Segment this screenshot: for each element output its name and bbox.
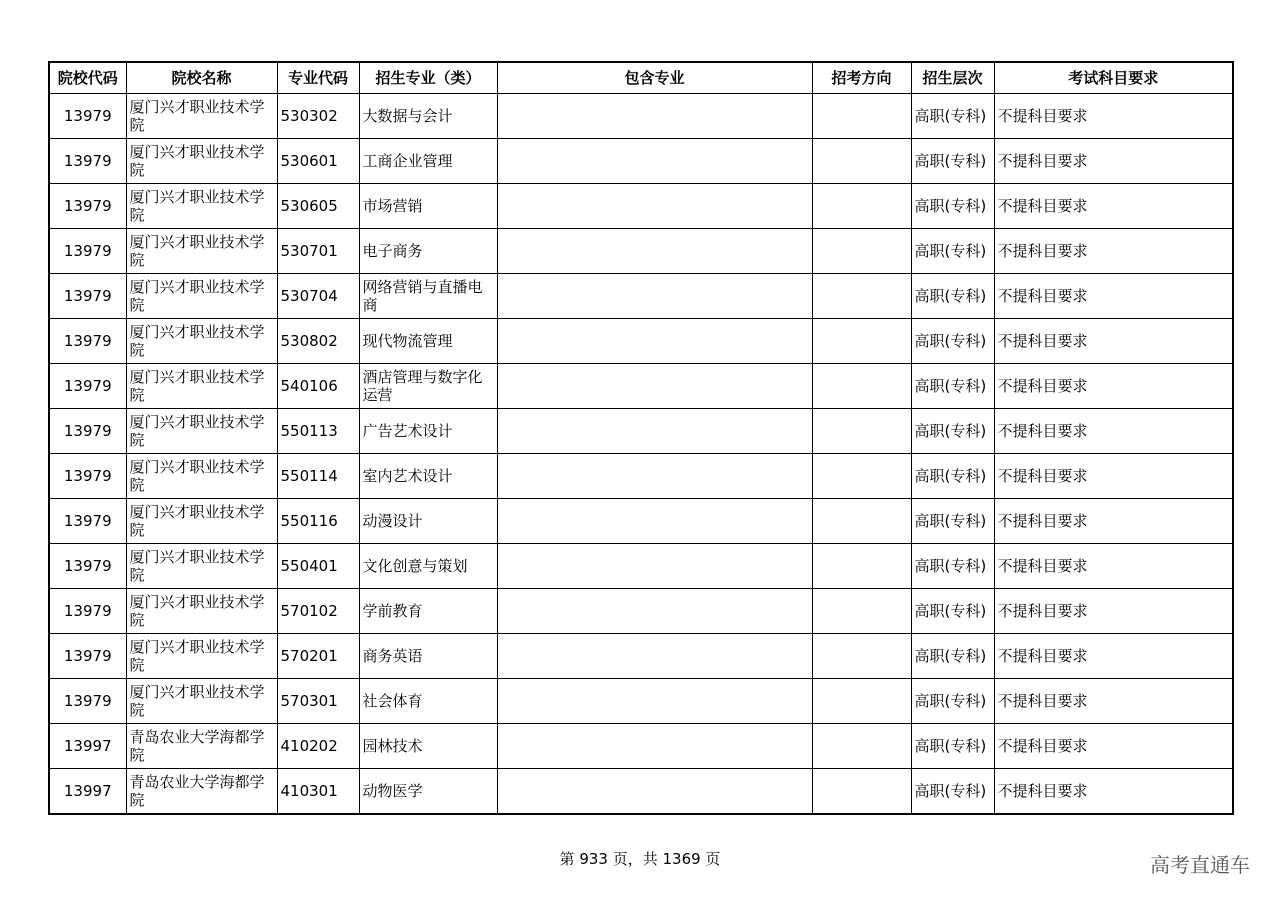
cell-direction <box>812 769 911 815</box>
cell-direction <box>812 499 911 544</box>
cell-included-majors <box>497 544 812 589</box>
cell-requirement: 不提科目要求 <box>994 409 1233 454</box>
cell-school-name: 厦门兴才职业技术学院 <box>126 94 277 139</box>
cell-direction <box>812 94 911 139</box>
cell-major: 园林技术 <box>359 724 497 769</box>
cell-school-code: 13979 <box>49 589 126 634</box>
cell-level: 高职(专科) <box>911 769 994 815</box>
cell-school-name: 青岛农业大学海都学院 <box>126 724 277 769</box>
cell-level: 高职(专科) <box>911 544 994 589</box>
cell-major: 学前教育 <box>359 589 497 634</box>
cell-major-code: 570301 <box>277 679 359 724</box>
watermark: 高考直通车 <box>1150 853 1250 877</box>
cell-major: 广告艺术设计 <box>359 409 497 454</box>
cell-school-code: 13979 <box>49 274 126 319</box>
header-school-name: 院校名称 <box>126 62 277 94</box>
cell-major: 商务英语 <box>359 634 497 679</box>
cell-major: 室内艺术设计 <box>359 454 497 499</box>
table-row <box>49 184 1233 229</box>
cell-school-code: 13997 <box>49 769 126 815</box>
page-number: 第 933 页，共 1369 页 <box>559 850 721 868</box>
table-row <box>49 634 1233 679</box>
cell-school-name: 厦门兴才职业技术学院 <box>126 364 277 409</box>
cell-school-name: 厦门兴才职业技术学院 <box>126 499 277 544</box>
cell-major-code: 530601 <box>277 139 359 184</box>
cell-included-majors <box>497 769 812 815</box>
table-row <box>49 589 1233 634</box>
cell-requirement: 不提科目要求 <box>994 139 1233 184</box>
cell-direction <box>812 724 911 769</box>
cell-major: 文化创意与策划 <box>359 544 497 589</box>
cell-requirement: 不提科目要求 <box>994 544 1233 589</box>
cell-school-name: 厦门兴才职业技术学院 <box>126 184 277 229</box>
cell-major: 网络营销与直播电商 <box>359 274 497 319</box>
cell-school-name: 厦门兴才职业技术学院 <box>126 274 277 319</box>
cell-level: 高职(专科) <box>911 94 994 139</box>
cell-requirement: 不提科目要求 <box>994 454 1233 499</box>
cell-major-code: 530302 <box>277 94 359 139</box>
cell-direction <box>812 589 911 634</box>
cell-school-name: 厦门兴才职业技术学院 <box>126 544 277 589</box>
cell-included-majors <box>497 499 812 544</box>
table-row <box>49 139 1233 184</box>
cell-requirement: 不提科目要求 <box>994 769 1233 815</box>
header-major-code: 专业代码 <box>277 62 359 94</box>
cell-major: 现代物流管理 <box>359 319 497 364</box>
cell-included-majors <box>497 184 812 229</box>
cell-major: 动漫设计 <box>359 499 497 544</box>
cell-major: 大数据与会计 <box>359 94 497 139</box>
cell-requirement: 不提科目要求 <box>994 724 1233 769</box>
cell-requirement: 不提科目要求 <box>994 319 1233 364</box>
header-included-majors: 包含专业 <box>497 62 812 94</box>
cell-major: 电子商务 <box>359 229 497 274</box>
cell-major-code: 550114 <box>277 454 359 499</box>
table-row <box>49 274 1233 319</box>
cell-major-code: 410202 <box>277 724 359 769</box>
cell-school-name: 厦门兴才职业技术学院 <box>126 454 277 499</box>
cell-direction <box>812 634 911 679</box>
cell-included-majors <box>497 364 812 409</box>
cell-school-code: 13979 <box>49 229 126 274</box>
cell-major-code: 410301 <box>277 769 359 815</box>
cell-requirement: 不提科目要求 <box>994 589 1233 634</box>
cell-included-majors <box>497 229 812 274</box>
cell-major-code: 570102 <box>277 589 359 634</box>
cell-major: 工商企业管理 <box>359 139 497 184</box>
cell-included-majors <box>497 589 812 634</box>
table-row <box>49 229 1233 274</box>
cell-requirement: 不提科目要求 <box>994 274 1233 319</box>
cell-school-name: 厦门兴才职业技术学院 <box>126 229 277 274</box>
cell-requirement: 不提科目要求 <box>994 229 1233 274</box>
cell-school-code: 13979 <box>49 544 126 589</box>
cell-major: 社会体育 <box>359 679 497 724</box>
admissions-table <box>48 61 1234 815</box>
cell-major-code: 540106 <box>277 364 359 409</box>
cell-school-code: 13979 <box>49 319 126 364</box>
cell-level: 高职(专科) <box>911 499 994 544</box>
header-row <box>49 62 1233 94</box>
cell-major-code: 530802 <box>277 319 359 364</box>
table-row <box>49 499 1233 544</box>
cell-level: 高职(专科) <box>911 184 994 229</box>
table-row <box>49 724 1233 769</box>
cell-major-code: 550401 <box>277 544 359 589</box>
cell-school-name: 厦门兴才职业技术学院 <box>126 679 277 724</box>
cell-school-name: 厦门兴才职业技术学院 <box>126 319 277 364</box>
cell-level: 高职(专科) <box>911 229 994 274</box>
cell-major-code: 550113 <box>277 409 359 454</box>
header-requirement: 考试科目要求 <box>994 62 1233 94</box>
table-row <box>49 679 1233 724</box>
cell-level: 高职(专科) <box>911 274 994 319</box>
cell-direction <box>812 139 911 184</box>
cell-direction <box>812 454 911 499</box>
cell-level: 高职(专科) <box>911 589 994 634</box>
cell-school-name: 厦门兴才职业技术学院 <box>126 634 277 679</box>
cell-school-name: 青岛农业大学海都学院 <box>126 769 277 815</box>
cell-school-code: 13979 <box>49 94 126 139</box>
header-major: 招生专业（类） <box>359 62 497 94</box>
cell-included-majors <box>497 409 812 454</box>
cell-direction <box>812 544 911 589</box>
cell-major: 酒店管理与数字化运营 <box>359 364 497 409</box>
cell-included-majors <box>497 319 812 364</box>
cell-school-code: 13979 <box>49 634 126 679</box>
cell-major: 动物医学 <box>359 769 497 815</box>
cell-level: 高职(专科) <box>911 454 994 499</box>
cell-school-code: 13979 <box>49 409 126 454</box>
table-row <box>49 769 1233 815</box>
header-direction: 招考方向 <box>812 62 911 94</box>
cell-requirement: 不提科目要求 <box>994 184 1233 229</box>
cell-included-majors <box>497 679 812 724</box>
cell-level: 高职(专科) <box>911 634 994 679</box>
table-row <box>49 94 1233 139</box>
cell-requirement: 不提科目要求 <box>994 499 1233 544</box>
table-row <box>49 319 1233 364</box>
cell-direction <box>812 679 911 724</box>
table-row <box>49 409 1233 454</box>
cell-major-code: 530701 <box>277 229 359 274</box>
cell-school-name: 厦门兴才职业技术学院 <box>126 589 277 634</box>
cell-requirement: 不提科目要求 <box>994 94 1233 139</box>
cell-school-code: 13979 <box>49 184 126 229</box>
cell-major-code: 570201 <box>277 634 359 679</box>
cell-major: 市场营销 <box>359 184 497 229</box>
cell-level: 高职(专科) <box>911 724 994 769</box>
cell-requirement: 不提科目要求 <box>994 634 1233 679</box>
cell-direction <box>812 364 911 409</box>
cell-included-majors <box>497 94 812 139</box>
cell-included-majors <box>497 454 812 499</box>
cell-included-majors <box>497 724 812 769</box>
cell-level: 高职(专科) <box>911 139 994 184</box>
cell-school-code: 13979 <box>49 364 126 409</box>
table-row <box>49 544 1233 589</box>
cell-direction <box>812 184 911 229</box>
table-row <box>49 364 1233 409</box>
cell-level: 高职(专科) <box>911 679 994 724</box>
cell-requirement: 不提科目要求 <box>994 364 1233 409</box>
table-row <box>49 454 1233 499</box>
cell-included-majors <box>497 274 812 319</box>
header-school-code: 院校代码 <box>49 62 126 94</box>
cell-school-code: 13979 <box>49 139 126 184</box>
cell-school-code: 13979 <box>49 679 126 724</box>
cell-major-code: 530605 <box>277 184 359 229</box>
cell-included-majors <box>497 634 812 679</box>
cell-requirement: 不提科目要求 <box>994 679 1233 724</box>
table-body <box>49 94 1233 815</box>
cell-major-code: 530704 <box>277 274 359 319</box>
cell-direction <box>812 319 911 364</box>
header-level: 招生层次 <box>911 62 994 94</box>
cell-level: 高职(专科) <box>911 409 994 454</box>
cell-school-name: 厦门兴才职业技术学院 <box>126 139 277 184</box>
cell-major-code: 550116 <box>277 499 359 544</box>
cell-included-majors <box>497 139 812 184</box>
cell-direction <box>812 274 911 319</box>
cell-level: 高职(专科) <box>911 319 994 364</box>
cell-school-code: 13979 <box>49 499 126 544</box>
cell-school-code: 13979 <box>49 454 126 499</box>
cell-school-code: 13997 <box>49 724 126 769</box>
cell-level: 高职(专科) <box>911 364 994 409</box>
cell-direction <box>812 229 911 274</box>
cell-school-name: 厦门兴才职业技术学院 <box>126 409 277 454</box>
cell-direction <box>812 409 911 454</box>
